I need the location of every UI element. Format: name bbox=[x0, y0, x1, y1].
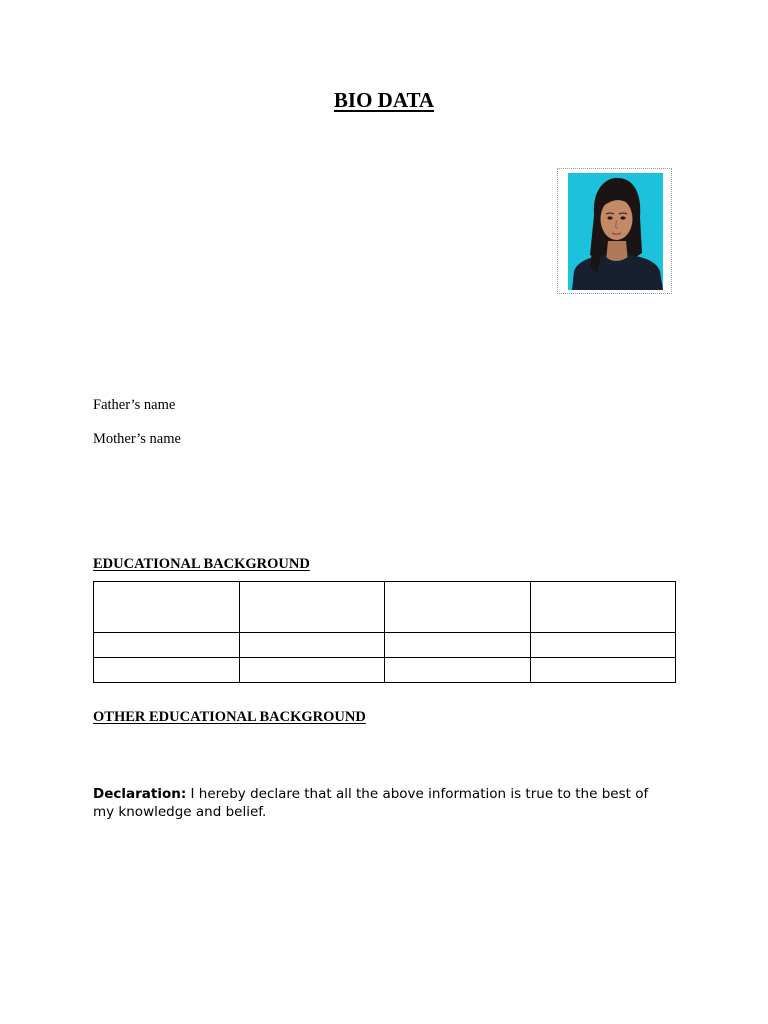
table-cell bbox=[94, 658, 240, 683]
table-cell bbox=[385, 633, 531, 658]
person-portrait-icon bbox=[568, 173, 663, 290]
table-cell bbox=[385, 582, 531, 633]
table-cell bbox=[94, 582, 240, 633]
table-cell bbox=[385, 658, 531, 683]
table-cell bbox=[94, 633, 240, 658]
declaration-paragraph bbox=[93, 785, 653, 821]
declaration-label: Declaration: bbox=[93, 786, 187, 802]
declaration-text: I hereby declare that all the above information is true to the best of my knowledge and belief. bbox=[93, 786, 649, 820]
table-cell bbox=[239, 582, 385, 633]
mother-name-label: Mother’s name bbox=[93, 431, 181, 447]
page-title: BIO DATA bbox=[333, 88, 435, 112]
table-cell bbox=[530, 658, 676, 683]
table-cell bbox=[239, 633, 385, 658]
other-educational-background-heading: OTHER EDUCATIONAL BACKGROUND bbox=[93, 709, 366, 725]
father-name-label: Father’s name bbox=[93, 397, 176, 413]
profile-photo bbox=[568, 173, 663, 290]
educational-background-heading: EDUCATIONAL BACKGROUND bbox=[93, 556, 310, 572]
table-row bbox=[94, 633, 676, 658]
table-cell bbox=[239, 658, 385, 683]
photo-frame bbox=[557, 168, 672, 294]
education-table bbox=[93, 581, 676, 683]
table-cell bbox=[530, 633, 676, 658]
table-row bbox=[94, 658, 676, 683]
table-cell bbox=[530, 582, 676, 633]
table-header-row bbox=[94, 582, 676, 633]
